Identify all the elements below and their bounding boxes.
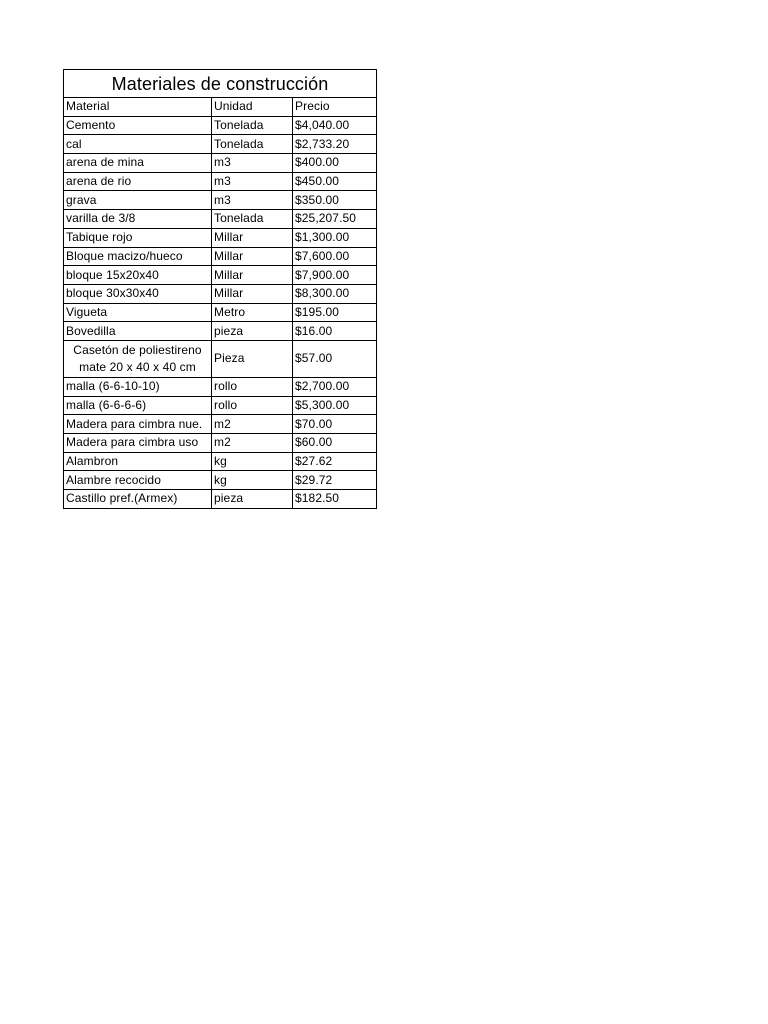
table-row bbox=[64, 377, 377, 396]
cell-material: malla (6-6-10-10) bbox=[64, 377, 212, 396]
cell-material: bloque 30x30x40 bbox=[64, 284, 212, 303]
cell-precio: $7,900.00 bbox=[293, 266, 377, 285]
cell-unidad: Millar bbox=[212, 247, 293, 266]
cell-precio: $57.00 bbox=[293, 340, 377, 377]
cell-precio: $16.00 bbox=[293, 322, 377, 341]
table-row bbox=[64, 191, 377, 210]
cell-precio: $1,300.00 bbox=[293, 228, 377, 247]
table-row bbox=[64, 471, 377, 490]
cell-unidad: kg bbox=[212, 452, 293, 471]
cell-material: arena de mina bbox=[64, 154, 212, 173]
cell-material: Alambre recocido bbox=[64, 471, 212, 490]
cell-precio: $29.72 bbox=[293, 471, 377, 490]
table-row bbox=[64, 490, 377, 509]
cell-unidad: m2 bbox=[212, 434, 293, 453]
cell-unidad: Millar bbox=[212, 228, 293, 247]
table-header-row bbox=[64, 98, 377, 117]
table-row bbox=[64, 228, 377, 247]
cell-precio: $182.50 bbox=[293, 490, 377, 509]
column-header-precio: Precio bbox=[293, 98, 377, 117]
table-title-row bbox=[64, 70, 377, 98]
cell-unidad: Millar bbox=[212, 266, 293, 285]
cell-material: Cemento bbox=[64, 116, 212, 135]
cell-precio: $70.00 bbox=[293, 415, 377, 434]
cell-unidad: Tonelada bbox=[212, 116, 293, 135]
cell-material: arena de rio bbox=[64, 172, 212, 191]
cell-material: Castillo pref.(Armex) bbox=[64, 490, 212, 509]
cell-material: malla (6-6-6-6) bbox=[64, 396, 212, 415]
cell-unidad: pieza bbox=[212, 322, 293, 341]
table-row bbox=[64, 210, 377, 229]
table-row bbox=[64, 154, 377, 173]
cell-precio: $350.00 bbox=[293, 191, 377, 210]
cell-unidad: m3 bbox=[212, 191, 293, 210]
cell-unidad: Tonelada bbox=[212, 210, 293, 229]
cell-material: Casetón de poliestireno mate 20 x 40 x 40 cm bbox=[64, 340, 212, 377]
cell-material: Tabique rojo bbox=[64, 228, 212, 247]
cell-precio: $450.00 bbox=[293, 172, 377, 191]
cell-precio: $400.00 bbox=[293, 154, 377, 173]
table-row bbox=[64, 303, 377, 322]
column-header-unidad: Unidad bbox=[212, 98, 293, 117]
table-row bbox=[64, 415, 377, 434]
table-row bbox=[64, 172, 377, 191]
cell-unidad: Pieza bbox=[212, 340, 293, 377]
table-row bbox=[64, 396, 377, 415]
cell-material: Alambron bbox=[64, 452, 212, 471]
cell-precio: $5,300.00 bbox=[293, 396, 377, 415]
cell-unidad: Tonelada bbox=[212, 135, 293, 154]
table-row bbox=[64, 340, 377, 377]
column-header-material: Material bbox=[64, 98, 212, 117]
cell-material: Vigueta bbox=[64, 303, 212, 322]
cell-material: Madera para cimbra nue. bbox=[64, 415, 212, 434]
cell-precio: $60.00 bbox=[293, 434, 377, 453]
materials-price-table bbox=[63, 69, 377, 509]
cell-unidad: rollo bbox=[212, 396, 293, 415]
price-table-container bbox=[63, 69, 376, 509]
cell-unidad: rollo bbox=[212, 377, 293, 396]
cell-unidad: kg bbox=[212, 471, 293, 490]
cell-precio: $27.62 bbox=[293, 452, 377, 471]
cell-unidad: m3 bbox=[212, 154, 293, 173]
table-row bbox=[64, 135, 377, 154]
table-title: Materiales de construcción bbox=[64, 70, 377, 98]
table-row bbox=[64, 266, 377, 285]
cell-material: Bovedilla bbox=[64, 322, 212, 341]
cell-material: cal bbox=[64, 135, 212, 154]
cell-precio: $195.00 bbox=[293, 303, 377, 322]
cell-unidad: m2 bbox=[212, 415, 293, 434]
cell-material: bloque 15x20x40 bbox=[64, 266, 212, 285]
cell-unidad: Metro bbox=[212, 303, 293, 322]
cell-precio: $7,600.00 bbox=[293, 247, 377, 266]
cell-material: grava bbox=[64, 191, 212, 210]
table-body bbox=[64, 98, 377, 509]
cell-precio: $4,040.00 bbox=[293, 116, 377, 135]
cell-material: Madera para cimbra uso bbox=[64, 434, 212, 453]
cell-precio: $25,207.50 bbox=[293, 210, 377, 229]
cell-precio: $2,733.20 bbox=[293, 135, 377, 154]
cell-precio: $8,300.00 bbox=[293, 284, 377, 303]
cell-unidad: m3 bbox=[212, 172, 293, 191]
cell-material: Bloque macizo/hueco bbox=[64, 247, 212, 266]
table-row bbox=[64, 284, 377, 303]
table-row bbox=[64, 434, 377, 453]
table-row bbox=[64, 452, 377, 471]
cell-precio: $2,700.00 bbox=[293, 377, 377, 396]
table-row bbox=[64, 247, 377, 266]
table-row bbox=[64, 116, 377, 135]
cell-material: varilla de 3/8 bbox=[64, 210, 212, 229]
table-row bbox=[64, 322, 377, 341]
cell-unidad: Millar bbox=[212, 284, 293, 303]
cell-unidad: pieza bbox=[212, 490, 293, 509]
